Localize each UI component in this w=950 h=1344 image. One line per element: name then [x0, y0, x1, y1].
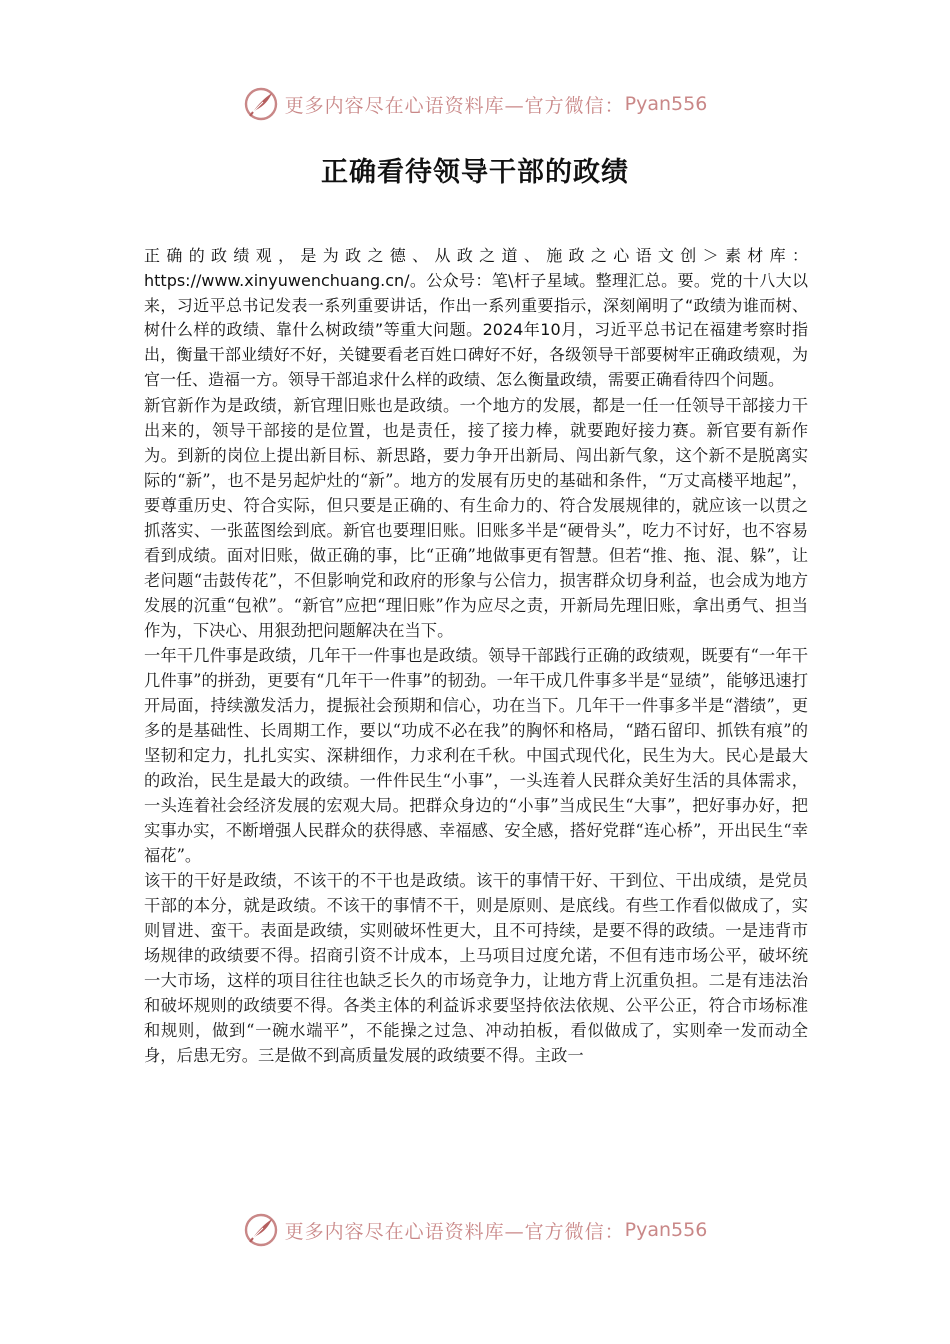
- footer-watermark-banner: [0, 1210, 950, 1250]
- wechat-id: Pyan556: [624, 93, 708, 115]
- intro-paragraph: 正确的政绩观，是为政之德、从政之道、施政之心语文创＞素材库：https://www.xinyuwenchuang.cn/。公众号：笔\杆子星域。整理汇总。要。党的十八大以来，习近平总书记发表一系列重要讲话，作出一系列重要指示，深刻阐明了“政绩为谁而树、树什么样的政绩、靠什么树政绩”等重大问题。2024年10月，习近平总书记在福建考察时指出，衡量干部业绩好不好，关键要看老百姓口碑好不好，各级领导干部要树牢正确政绩观，为官一任、造福一方。领导干部追求什么样的政绩、怎么衡量政绩，需要正确看待四个问题。: [144, 246, 808, 389]
- document-body: [144, 244, 808, 1068]
- header-watermark-banner: [0, 84, 950, 124]
- body-paragraph: 一年干几件事是政绩，几年干一件事也是政绩。领导干部践行正确的政绩观，既要有“一年干几件事”的拼劲，更要有“几年干一件事”的韧劲。一年干成几件事多半是“显绩”，能够迅速打开局面，持续激发活力，提振社会预期和信心，功在当下。几年干一件事多半是“潜绩”，更多的是基础性、长周期工作，要以“功成不必在我”的胸怀和格局，“踏石留印、抓铁有痕”的坚韧和定力，扎扎实实、深耕细作，力求利在千秋。中国式现代化，民生为大。民心是最大的政治，民生是最大的政绩。一件件民生“小事”，一头连着人民群众美好生活的具体需求，一头连着社会经济发展的宏观大局。把群众身边的“小事”当成民生“大事”，把好事办好，把实事办实，不断增强人民群众的获得感、幸福感、安全感，搭好党群“连心桥”，开出民生“幸福花”。: [144, 645, 808, 865]
- body-paragraph: 该干的干好是政绩，不该干的不干也是政绩。该干的事情干好、干到位、干出成绩，是党员干部的本分，就是政绩。不该干的事情不干，则是原则、是底线。有些工作看似做成了，实则冒进、蛮干。表面是政绩，实则破坏性更大，且不可持续，是要不得的政绩。一是违背市场规律的政绩要不得。招商引资不计成本，上马项目过度允诺，不但有违市场公平，破坏统一大市场，这样的项目往往也缺乏长久的市场竞争力，让地方背上沉重负担。二是有违法治和破坏规则的政绩要不得。各类主体的利益诉求要坚持依法依规、公平公正，符合市场标准和规则，做到“一碗水端平”，不能操之过急、冲动拍板，看似做成了，实则牵一发而动全身，后患无穷。三是做不到高质量发展的政绩要不得。主政一: [144, 870, 808, 1065]
- banner-text: 更多内容尽在心语资料库—官方微信：: [284, 94, 625, 117]
- document-title: 正确看待领导干部的政绩: [321, 157, 629, 188]
- banner-text: 更多内容尽在心语资料库—官方微信：: [284, 1220, 625, 1243]
- body-paragraph: 新官新作为是政绩，新官理旧账也是政绩。一个地方的发展，都是一任一任领导干部接力干出来的，领导干部接的是位置，也是责任，接了接力棒，就要跑好接力赛。新官要有新作为。到新的岗位上提出新目标、新思路，要力争开出新局、闯出新气象，这个新不是脱离实际的“新”，也不是另起炉灶的“新”。地方的发展有历史的基础和条件，“万丈高楼平地起”，要尊重历史、符合实际，但只要是正确的、有生命力的、符合发展规律的，就应该一以贯之抓落实、一张蓝图绘到底。新官也要理旧账。旧账多半是“硬骨头”，吃力不讨好，也不容易看到成绩。面对旧账，做正确的事，比“正确”地做事更有智慧。但若“推、拖、混、躲”，让老问题“击鼓传花”，不但影响党和政府的形象与公信力，损害群众切身利益，也会成为地方发展的沉重“包袱”。“新官”应把“理旧账”作为应尽之责，开新局先理旧账，拿出勇气、担当作为，下决心、用狠劲把问题解决在当下。: [144, 395, 808, 640]
- wechat-id: Pyan556: [624, 1219, 708, 1241]
- feather-quill-icon: [243, 1212, 279, 1248]
- feather-quill-icon: [243, 86, 279, 122]
